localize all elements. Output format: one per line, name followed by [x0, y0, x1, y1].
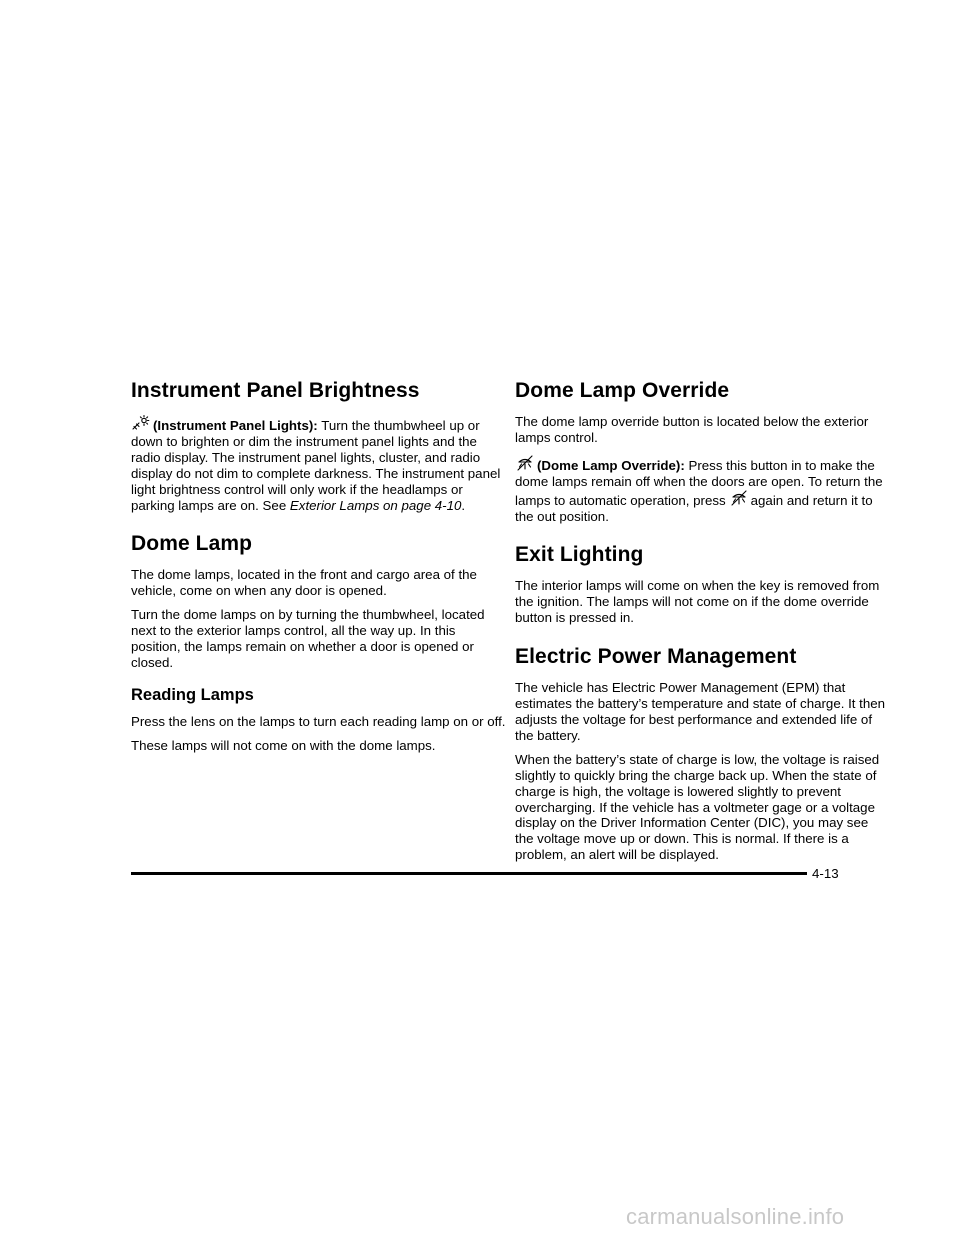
instrument-panel-brightness-end: .	[461, 497, 466, 513]
dome-lamp-paragraph-2: Turn the dome lamps on by turning the thumbwheel, located next to the exterior lamps control, all the way up. In this position, the lamps remain on whether a door is opened or closed.	[131, 607, 485, 670]
reading-lamps-paragraph-1: Press the lens on the lamps to turn each reading lamp on or off.	[131, 713, 506, 729]
footer-rule	[131, 872, 807, 875]
reading-lamps-paragraph-2: These lamps will not come on with the dome lamps.	[131, 737, 436, 753]
dome-lamp-override-paragraph-1: The dome lamp override button is located below the exterior lamps control.	[515, 414, 869, 445]
dome-lamp-override-text-a: Press this button in to make the dome lamps remain off when the doors are open. To return the lamps to automatic operation, press	[515, 457, 883, 508]
right-column	[515, 378, 890, 871]
exit-lighting-heading: Exit Lighting	[515, 543, 644, 567]
electric-power-management-paragraph-2: When the battery’s state of charge is low, the voltage is raised slightly to quickly bring the charge back up. When the state of charge is high, the voltage is lowered slightly to prevent overcharging. If the vehicle has a voltmeter gage or a voltage display on the Driver Information Center (DIC), you may see the voltage move up or down. This is normal. If there is a problem, an alert will be displayed.	[515, 751, 880, 863]
dome-lamp-override-icon	[515, 454, 535, 472]
page-number: 4-13	[812, 866, 839, 881]
reading-lamps-heading: Reading Lamps	[131, 685, 254, 704]
dome-lamp-override-paragraph-2	[515, 454, 890, 525]
left-column	[131, 378, 506, 762]
instrument-panel-brightness-heading: Instrument Panel Brightness	[131, 379, 420, 402]
exterior-lamps-reference: Exterior Lamps on page 4-10	[289, 497, 462, 513]
electric-power-management-paragraph-1: The vehicle has Electric Power Management (EPM) that estimates the battery’s temperature and state of charge. It then adjusts the voltage for best performance and extended life of the battery.	[515, 680, 886, 743]
dome-lamp-heading: Dome Lamp	[131, 532, 253, 556]
instrument-panel-lights-icon	[131, 414, 151, 432]
instrument-panel-brightness-paragraph	[131, 414, 506, 513]
dome-lamp-override-label: (Dome Lamp Override):	[537, 457, 685, 473]
electric-power-management-heading: Electric Power Management	[515, 645, 797, 669]
dome-lamp-override-text-b: again and return it to the out position.	[515, 492, 873, 524]
instrument-panel-brightness-text: Turn the thumbwheel up or down to brighten or dim the instrument panel lights and the radio display. The instrument panel lights, cluster, and radio display do not dim to complete darkness. The instrument panel light brightness control will only work if the headlamps or parking lamps are on. See	[131, 418, 501, 513]
watermark: carmanualsonline.info	[626, 1204, 845, 1229]
exit-lighting-paragraph: The interior lamps will come on when the key is removed from the ignition. The lamps will not come on if the dome override button is pressed in.	[515, 578, 880, 626]
dome-lamp-paragraph-1: The dome lamps, located in the front and cargo area of the vehicle, come on when any door is opened.	[131, 567, 477, 599]
dome-lamp-override-heading: Dome Lamp Override	[515, 379, 730, 402]
dome-lamp-override-icon	[729, 490, 749, 506]
instrument-panel-lights-label: (Instrument Panel Lights):	[153, 418, 318, 433]
